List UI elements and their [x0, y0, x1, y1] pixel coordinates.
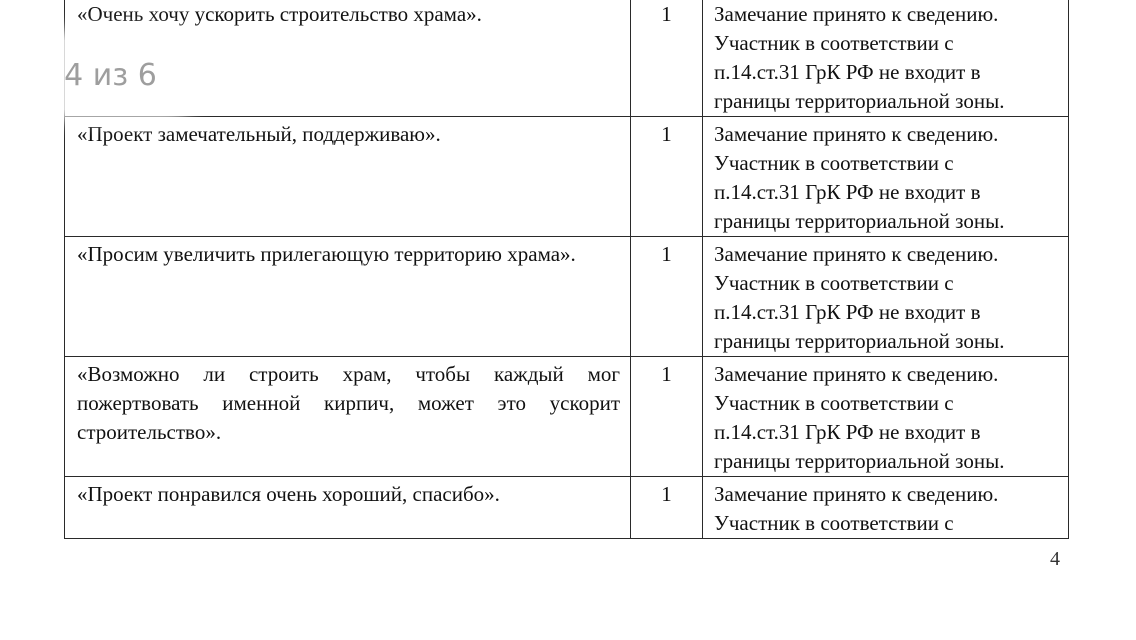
response-line: Участник в соответствии с: [714, 31, 954, 55]
response-line: п.14.ст.31 ГрК РФ не входит в: [714, 60, 981, 84]
response-line: Участник в соответствии с: [714, 151, 954, 175]
response-line: границы территориальной зоны.: [714, 449, 1005, 473]
response-line: п.14.ст.31 ГрК РФ не входит в: [714, 300, 981, 324]
page-number: 4: [1050, 548, 1060, 570]
response-cell: [703, 357, 1069, 477]
comment-text: «Просим увеличить прилегающую территорию храма».: [65, 237, 631, 357]
comment-text: «Проект понравился очень хороший, спасибо».: [65, 477, 631, 539]
table-row: [65, 477, 1069, 539]
response-line: Замечание принято к сведению.: [714, 362, 999, 386]
page-indicator: 4 из 6: [64, 57, 157, 93]
response-line: Участник в соответствии с: [714, 511, 954, 535]
response-line: Замечание принято к сведению.: [714, 482, 999, 506]
response-line: п.14.ст.31 ГрК РФ не входит в: [714, 420, 981, 444]
comment-count: 1: [631, 237, 703, 357]
response-line: п.14.ст.31 ГрК РФ не входит в: [714, 180, 981, 204]
comment-text: «Проект замечательный, поддерживаю».: [65, 117, 631, 237]
response-cell: [703, 477, 1069, 539]
response-line: Участник в соответствии с: [714, 271, 954, 295]
response-line: границы территориальной зоны.: [714, 329, 1005, 353]
comment-count: 1: [631, 117, 703, 237]
page-indicator-badge: [38, 40, 183, 110]
comment-text: «Очень хочу ускорить строительство храма».: [65, 0, 631, 117]
comment-count: 1: [631, 357, 703, 477]
table-row: [65, 0, 1069, 117]
response-line: Замечание принято к сведению.: [714, 122, 999, 146]
table-row: [65, 357, 1069, 477]
response-line: границы территориальной зоны.: [714, 209, 1005, 233]
comment-count: 1: [631, 477, 703, 539]
comment-count: 1: [631, 0, 703, 117]
response-line: Замечание принято к сведению.: [714, 2, 999, 26]
response-line: Замечание принято к сведению.: [714, 242, 999, 266]
response-cell: [703, 0, 1069, 117]
response-cell: [703, 117, 1069, 237]
response-line: границы территориальной зоны.: [714, 89, 1005, 113]
comment-text: «Возможно ли строить храм, чтобы каждый мог пожертвовать именной кирпич, может это ускорит строительство».: [65, 357, 631, 477]
table-row: [65, 237, 1069, 357]
comments-table: [64, 0, 1069, 539]
response-line: Участник в соответствии с: [714, 391, 954, 415]
table-row: [65, 117, 1069, 237]
response-cell: [703, 237, 1069, 357]
